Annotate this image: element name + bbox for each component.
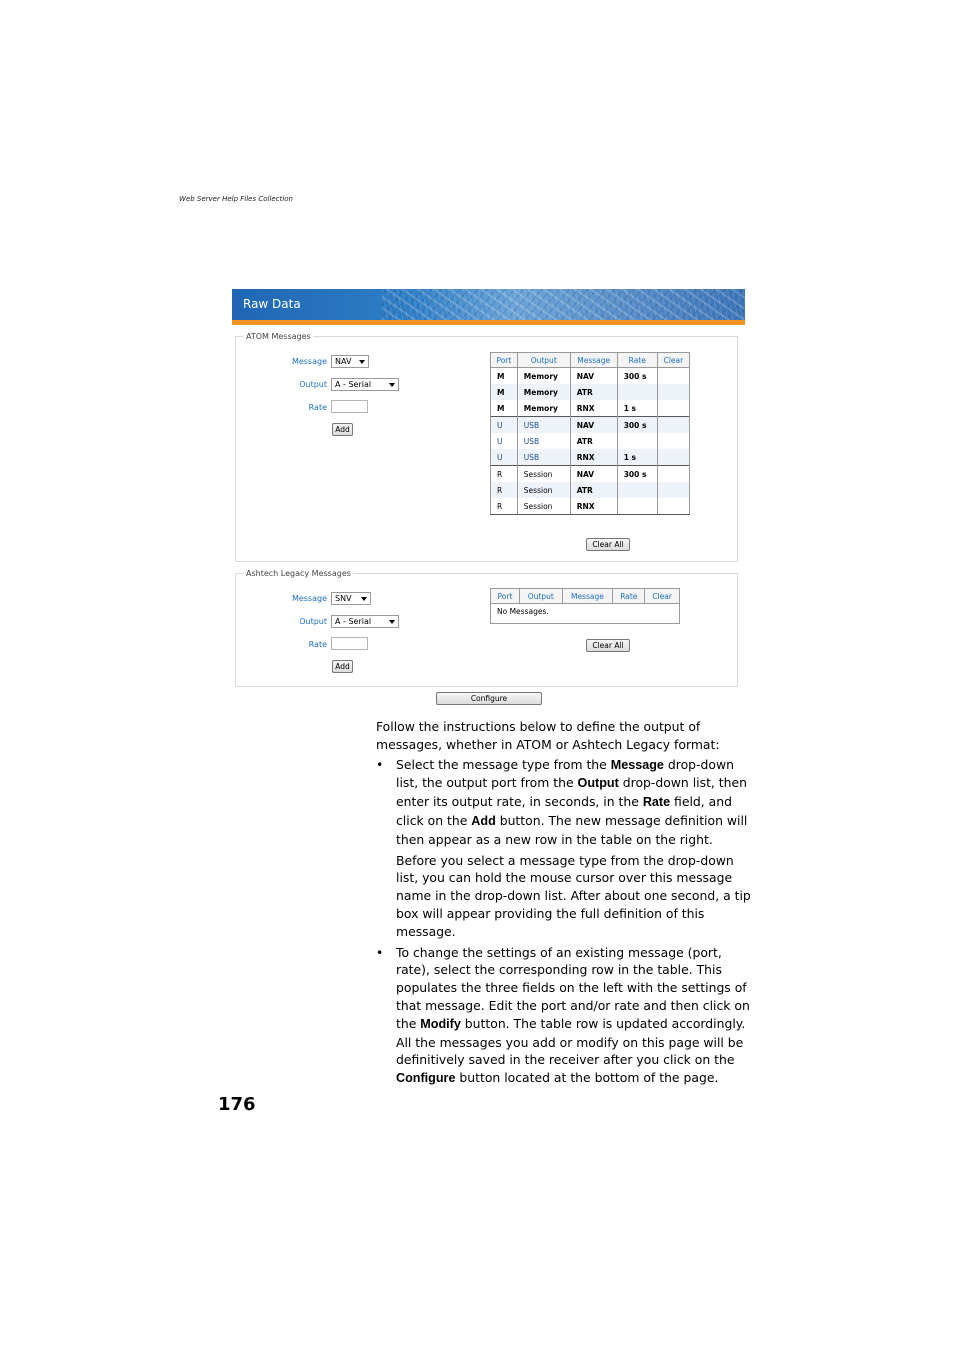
instructions-text	[376, 718, 756, 1088]
text-run: To change the settings of an existing message (port, rate), select the corresponding row in the table. This populates the three fields on the left with the settings of that message. Edit the port and/or rate and then click on the	[396, 944, 750, 1031]
list-item	[376, 756, 756, 941]
rate-cell: 300 s	[617, 368, 657, 385]
page-number: 176	[218, 1094, 256, 1115]
banner-stripe	[232, 320, 745, 325]
text-run: field, and click on the	[396, 794, 732, 828]
atom-table-header	[491, 353, 690, 368]
chevron-down-icon	[359, 360, 365, 364]
legacy-message-label: Message	[291, 594, 327, 603]
legacy-output-value: A - Serial	[335, 617, 372, 626]
text-run: button. The table row is updated accordingly. All the messages you add or modify on this page will be definitively saved in the receiver after you click on the	[396, 1015, 746, 1068]
atom-output-select[interactable]	[331, 378, 399, 391]
keyword: Configure	[396, 1071, 456, 1086]
atom-message-label: Message	[291, 357, 327, 366]
output-cell: Session	[517, 482, 570, 498]
atom-legend: ATOM Messages	[246, 332, 311, 341]
output-cell: USB	[517, 417, 570, 434]
column-header: Port	[491, 589, 520, 604]
legacy-rate-input[interactable]	[331, 637, 368, 650]
legacy-rate-label: Rate	[308, 640, 327, 649]
column-header: Clear	[657, 353, 689, 368]
bullet-icon: •	[376, 756, 384, 772]
table-row[interactable]	[491, 417, 690, 434]
chevron-down-icon	[389, 383, 395, 387]
atom-output-value: A - Serial	[335, 380, 372, 389]
atom-clear-all-button[interactable]: Clear All	[586, 538, 630, 551]
port-cell: U	[491, 417, 518, 434]
column-header: Output	[519, 589, 562, 604]
column-header: Rate	[613, 589, 645, 604]
atom-message-value: NAV	[335, 357, 352, 366]
keyword: Add	[471, 813, 496, 828]
chevron-down-icon	[389, 620, 395, 624]
keyword: Rate	[642, 795, 671, 810]
clear-cell[interactable]	[657, 433, 689, 449]
rate-cell: 300 s	[617, 417, 657, 434]
table-row[interactable]	[491, 400, 690, 417]
port-cell: R	[491, 466, 518, 483]
text-run: button. The new message definition will then appear as a new row in the table on the right.	[396, 812, 748, 847]
rate-cell	[617, 384, 657, 400]
clear-cell[interactable]	[657, 400, 689, 417]
legacy-table-header	[491, 589, 680, 604]
keyword: Message	[610, 757, 664, 772]
instruction-list	[376, 756, 756, 1088]
atom-rate-input[interactable]	[331, 400, 368, 413]
message-cell: NAV	[570, 368, 617, 385]
text-run: button located at the bottom of the page.	[455, 1070, 719, 1086]
intro-paragraph: Follow the instructions below to define the output of messages, whether in ATOM or Ashtech Legacy format:	[376, 719, 720, 752]
city-map-decoration	[382, 289, 745, 320]
legacy-message-value: SNV	[335, 594, 352, 603]
table-row[interactable]	[491, 368, 690, 385]
message-cell: NAV	[570, 417, 617, 434]
message-cell: RNX	[570, 449, 617, 466]
legacy-clear-all-button[interactable]: Clear All	[586, 639, 630, 652]
output-cell: Session	[517, 466, 570, 483]
column-header: Rate	[617, 353, 657, 368]
column-header: Message	[562, 589, 613, 604]
port-cell: U	[491, 449, 518, 466]
text-run: Select the message type from the	[396, 756, 611, 772]
rate-cell: 1 s	[617, 400, 657, 417]
raw-data-screenshot	[232, 289, 745, 709]
atom-add-button[interactable]: Add	[332, 423, 353, 436]
legacy-messages-group	[235, 569, 738, 687]
clear-cell[interactable]	[657, 417, 689, 434]
table-row[interactable]	[491, 449, 690, 466]
table-row[interactable]	[491, 498, 690, 515]
output-cell: USB	[517, 449, 570, 466]
legacy-add-button[interactable]: Add	[332, 660, 353, 673]
rate-cell	[617, 498, 657, 515]
text-run: drop-down list, then enter its output rate, in seconds, in the	[396, 775, 747, 810]
column-header: Port	[491, 353, 518, 368]
sub-paragraph: Before you select a message type from the drop-down list, you can hold the mouse cursor over this message name in the drop-down list. After about one second, a tip box will appear providing the full definition of this message.	[396, 852, 751, 939]
keyword: Modify	[420, 1016, 461, 1031]
port-cell: R	[491, 482, 518, 498]
bullet-icon: •	[376, 944, 384, 960]
output-cell: Memory	[517, 384, 570, 400]
table-row[interactable]	[491, 384, 690, 400]
output-cell: Session	[517, 498, 570, 515]
message-cell: RNX	[570, 400, 617, 417]
legacy-output-label: Output	[299, 617, 327, 626]
legacy-output-select[interactable]	[331, 615, 399, 628]
rate-cell	[617, 433, 657, 449]
configure-button[interactable]: Configure	[436, 692, 542, 705]
legacy-empty-message: No Messages.	[490, 604, 680, 624]
text-run: drop-down list, the output port from the	[396, 756, 734, 791]
keyword: Output	[577, 776, 619, 791]
port-cell: U	[491, 433, 518, 449]
banner-title: Raw Data	[243, 297, 301, 311]
column-header: Clear	[645, 589, 680, 604]
legacy-legend: Ashtech Legacy Messages	[246, 569, 351, 578]
clear-cell[interactable]	[657, 368, 689, 385]
output-cell: Memory	[517, 400, 570, 417]
clear-cell[interactable]	[657, 449, 689, 466]
table-row[interactable]	[491, 433, 690, 449]
message-cell: ATR	[570, 384, 617, 400]
port-cell: M	[491, 384, 518, 400]
legacy-messages-table	[490, 588, 680, 604]
legacy-message-select[interactable]	[331, 592, 371, 605]
column-header: Message	[570, 353, 617, 368]
running-head: Web Server Help Files Collection	[179, 195, 293, 203]
table-row[interactable]	[491, 466, 690, 483]
output-cell: USB	[517, 433, 570, 449]
message-cell: ATR	[570, 433, 617, 449]
message-cell: RNX	[570, 498, 617, 515]
message-cell: ATR	[570, 482, 617, 498]
clear-cell[interactable]	[657, 498, 689, 515]
port-cell: M	[491, 400, 518, 417]
atom-output-label: Output	[299, 380, 327, 389]
raw-data-banner	[232, 289, 745, 320]
port-cell: R	[491, 498, 518, 515]
atom-rate-label: Rate	[308, 403, 327, 412]
clear-cell[interactable]	[657, 482, 689, 498]
atom-message-select[interactable]	[331, 355, 369, 368]
output-cell: Memory	[517, 368, 570, 385]
rate-cell: 300 s	[617, 466, 657, 483]
atom-messages-table	[490, 352, 690, 515]
chevron-down-icon	[361, 597, 367, 601]
list-item	[376, 944, 756, 1088]
clear-cell[interactable]	[657, 384, 689, 400]
column-header: Output	[517, 353, 570, 368]
table-row[interactable]	[491, 482, 690, 498]
clear-cell[interactable]	[657, 466, 689, 483]
port-cell: M	[491, 368, 518, 385]
rate-cell: 1 s	[617, 449, 657, 466]
message-cell: NAV	[570, 466, 617, 483]
rate-cell	[617, 482, 657, 498]
